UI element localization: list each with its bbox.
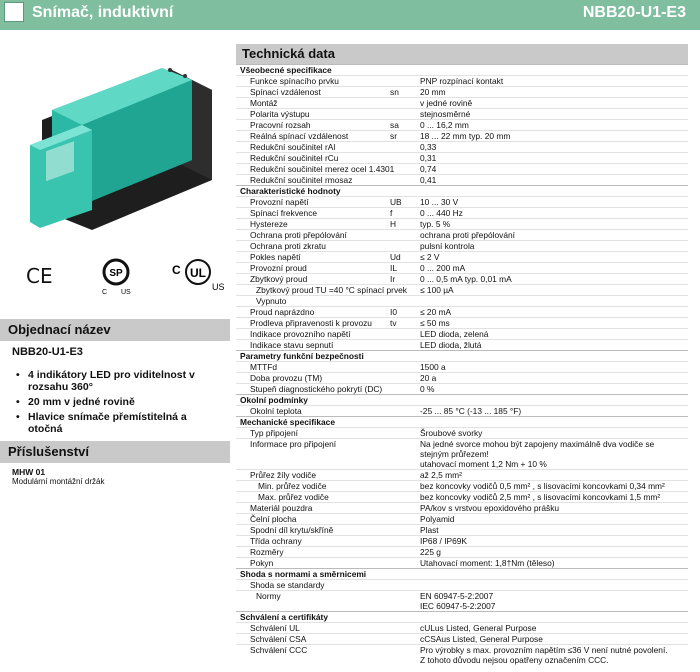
spec-name: Třída ochrany — [236, 536, 388, 547]
list-item: • 20 mm v jedné rovině — [14, 396, 224, 408]
list-item: • 4 indikátory LED pro viditelnost v rozsahu 360° — [14, 369, 224, 393]
table-row — [236, 296, 688, 307]
spec-value: bez koncovky vodičů 2,5 mm² , s lisovacími koncovkami 1,5 mm² — [418, 492, 688, 503]
spec-value: stejnosměrné — [418, 109, 688, 120]
spec-value: stejným průřezem! — [420, 449, 489, 459]
spec-name: Indikace provozního napětí — [236, 329, 388, 340]
spec-symbol: Ud — [388, 252, 418, 263]
table-row — [236, 241, 688, 252]
table-row — [236, 219, 688, 230]
spec-symbol — [388, 591, 418, 602]
table-row — [236, 558, 688, 569]
spec-name: Schválení CSA — [236, 634, 388, 645]
spec-value: Z tohoto důvodu nejsou opatřeny označením CCC. — [420, 655, 609, 665]
spec-name: Spodní díl krytu/skříně — [236, 525, 388, 536]
spec-value: IP68 / IP69K — [418, 536, 688, 547]
page-header — [0, 0, 700, 30]
spec-symbol — [388, 470, 418, 481]
table-row — [236, 655, 688, 665]
spec-value: 0,74 — [418, 164, 688, 175]
table-row — [236, 459, 688, 470]
table-row — [236, 142, 688, 153]
spec-name: Prodleva připravenosti k provozu — [236, 318, 388, 329]
spec-value: 10 ... 30 V — [418, 197, 688, 208]
spec-symbol: sr — [388, 131, 418, 142]
spec-value: ochrana proti přepólování — [418, 230, 688, 241]
accessories-section-title: Příslušenství — [8, 444, 89, 459]
table-row — [236, 634, 688, 645]
feature-list — [14, 369, 224, 438]
spec-symbol — [388, 449, 418, 459]
spec-table — [236, 64, 688, 665]
spec-value: Plast — [418, 525, 688, 536]
spec-value: ≤ 50 ms — [418, 318, 688, 329]
csa-sub-left: C — [102, 289, 108, 296]
spec-name — [236, 655, 388, 665]
spec-name: Informace pro připojení — [236, 439, 388, 450]
spec-value: ≤ 2 V — [418, 252, 688, 263]
spec-name: Okolní teplota — [236, 406, 388, 417]
spec-name: Spínací frekvence — [236, 208, 388, 219]
spec-value: 1500 a — [418, 362, 688, 373]
spec-value: 0,33 — [418, 142, 688, 153]
spec-symbol — [388, 362, 418, 373]
spec-name: Materiál pouzdra — [236, 503, 388, 514]
table-row — [236, 492, 688, 503]
table-row — [236, 591, 688, 602]
table-row — [236, 120, 688, 131]
ce-mark-icon: CE — [26, 264, 53, 288]
spec-symbol: UB — [388, 197, 418, 208]
table-row — [236, 153, 688, 164]
tech-data-title: Technická data — [236, 44, 688, 64]
spec-name — [236, 601, 388, 612]
spec-section-header — [236, 351, 688, 362]
spec-symbol — [388, 601, 418, 612]
spec-name: Spínací vzdálenost — [236, 87, 388, 98]
spec-name: Pokyn — [236, 558, 388, 569]
table-row — [236, 274, 688, 285]
spec-value: Šroubové svorky — [418, 428, 688, 439]
spec-value: PA/kov s vrstvou epoxidového prášku — [418, 503, 688, 514]
spec-symbol — [388, 76, 418, 87]
spec-value: PNP rozpínací kontakt — [418, 76, 688, 87]
spec-name: Schválení UL — [236, 623, 388, 634]
table-row — [236, 175, 688, 186]
spec-value: pulsní kontrola — [418, 241, 688, 252]
spec-section-header — [236, 569, 688, 580]
accessories-section-header — [0, 441, 230, 463]
accessory-description: Modulární montážní držák — [12, 477, 105, 486]
spec-symbol: Ir — [388, 274, 418, 285]
spec-symbol — [388, 230, 418, 241]
spec-value: LED dioda, zelená — [418, 329, 688, 340]
table-row — [236, 449, 688, 459]
spec-value: ≤ 20 mA — [418, 307, 688, 318]
spec-name: Průřez žíly vodiče — [236, 470, 388, 481]
spec-symbol — [388, 406, 418, 417]
spec-symbol — [388, 98, 418, 109]
spec-symbol — [388, 481, 418, 492]
spec-value: 20 a — [418, 373, 688, 384]
spec-symbol — [388, 296, 418, 307]
spec-value: 0 ... 440 Hz — [418, 208, 688, 219]
table-row — [236, 87, 688, 98]
certifications — [20, 256, 230, 296]
spec-value: Pro výrobky s max. provozním napětím ≤36 V není nutné povolení. — [418, 645, 688, 656]
spec-symbol — [388, 634, 418, 645]
spec-name: Schválení CCC — [236, 645, 388, 656]
spec-symbol — [388, 428, 418, 439]
table-row — [236, 230, 688, 241]
spec-name — [236, 449, 388, 459]
spec-symbol — [388, 373, 418, 384]
spec-value: 0 % — [418, 384, 688, 395]
spec-value: 18 ... 22 mm typ. 20 mm — [418, 131, 688, 142]
spec-name: Zbytkový proud TU =40 °C spínací prvek — [236, 285, 388, 296]
spec-name: Typ připojení — [236, 428, 388, 439]
spec-symbol: sn — [388, 87, 418, 98]
table-row — [236, 428, 688, 439]
spec-value: v jedné rovině — [418, 98, 688, 109]
table-row — [236, 384, 688, 395]
spec-value: Na jedné svorce mohou být zapojeny maximálně dva vodiče se — [418, 439, 688, 450]
spec-value: 20 mm — [418, 87, 688, 98]
spec-name: Provozní napětí — [236, 197, 388, 208]
table-row — [236, 547, 688, 558]
list-item: • Hlavice snímače přemístitelná a otočná — [14, 411, 224, 435]
spec-name: Redukční součinitel rnerez ocel 1.4301 — [236, 164, 388, 175]
spec-name: Polarita výstupu — [236, 109, 388, 120]
spec-value: 0 ... 0,5 mA typ. 0,01 mA — [418, 274, 688, 285]
spec-name: Redukční součinitel rAl — [236, 142, 388, 153]
spec-name: Ochrana proti přepólování — [236, 230, 388, 241]
table-row — [236, 373, 688, 384]
table-row — [236, 645, 688, 656]
spec-name: Pokles napětí — [236, 252, 388, 263]
table-row — [236, 536, 688, 547]
spec-symbol: H — [388, 219, 418, 230]
spec-symbol — [388, 439, 418, 450]
table-row — [236, 263, 688, 274]
spec-value: EN 60947-5-2:2007 — [418, 591, 688, 602]
spec-name: Max. průřez vodiče — [236, 492, 388, 503]
spec-section-title: Shoda s normami a směrnicemi — [236, 569, 688, 580]
spec-symbol: IL — [388, 263, 418, 274]
spec-name — [236, 459, 388, 470]
spec-value: bez koncovky vodičů 0,5 mm² , s lisovacími koncovkami 0,34 mm² — [418, 481, 688, 492]
spec-value: 0,31 — [418, 153, 688, 164]
csa-sub-right: US — [121, 289, 131, 296]
table-row — [236, 252, 688, 263]
spec-name: Reálná spínací vzdálenost — [236, 131, 388, 142]
spec-section-title: Okolní podmínky — [236, 395, 688, 406]
spec-value: Utahovací moment: 1,8†Nm (těleso) — [418, 558, 688, 569]
table-row — [236, 340, 688, 351]
spec-section-header — [236, 395, 688, 406]
table-row — [236, 481, 688, 492]
ul-mark-label: UL — [190, 266, 206, 280]
table-row — [236, 601, 688, 612]
product-image — [22, 50, 212, 240]
spec-value: LED dioda, žlutá — [418, 340, 688, 351]
spec-symbol — [388, 153, 418, 164]
spec-name: Provozní proud — [236, 263, 388, 274]
accessory-name: MHW 01 — [12, 467, 46, 477]
spec-name: Rozměry — [236, 547, 388, 558]
table-row — [236, 109, 688, 120]
spec-section-title: Všeobecné specifikace — [236, 65, 688, 76]
spec-symbol — [388, 536, 418, 547]
table-row — [236, 514, 688, 525]
table-row — [236, 307, 688, 318]
spec-section-header — [236, 186, 688, 197]
spec-symbol — [388, 459, 418, 470]
spec-value: Polyamid — [418, 514, 688, 525]
spec-section-header — [236, 65, 688, 76]
table-row — [236, 197, 688, 208]
tech-data-panel — [236, 44, 688, 665]
ul-sub-right: US — [212, 282, 225, 292]
spec-value: typ. 5 % — [418, 219, 688, 230]
table-row — [236, 439, 688, 450]
spec-name: Ochrana proti zkratu — [236, 241, 388, 252]
spec-symbol — [388, 503, 418, 514]
ul-sub-left: C — [172, 263, 181, 277]
spec-value — [418, 296, 688, 307]
spec-section-header — [236, 417, 688, 428]
spec-symbol — [388, 623, 418, 634]
order-section-title: Objednací název — [8, 322, 111, 337]
spec-value: 225 g — [418, 547, 688, 558]
spec-symbol — [388, 340, 418, 351]
spec-name: Funkce spínacího prvku — [236, 76, 388, 87]
spec-name: Montáž — [236, 98, 388, 109]
csa-mark-label: SP — [109, 268, 123, 279]
table-row — [236, 208, 688, 219]
table-row — [236, 362, 688, 373]
order-section-header — [0, 319, 230, 341]
spec-name: Redukční součinitel rCu — [236, 153, 388, 164]
spec-symbol — [388, 109, 418, 120]
spec-name: Normy — [236, 591, 388, 602]
spec-value: ≤ 100 µA — [418, 285, 688, 296]
spec-symbol — [388, 558, 418, 569]
table-row — [236, 580, 688, 591]
table-row — [236, 470, 688, 481]
table-row — [236, 285, 688, 296]
spec-symbol — [388, 655, 418, 665]
spec-name: Redukční součinitel rmosaz — [236, 175, 388, 186]
spec-section-title: Schválení a certifikáty — [236, 612, 688, 623]
order-code: NBB20-U1-E3 — [12, 346, 83, 358]
spec-value: utahovací moment 1,2 Nm + 10 % — [420, 459, 547, 469]
spec-name: Zbytkový proud — [236, 274, 388, 285]
table-row — [236, 98, 688, 109]
table-row — [236, 76, 688, 87]
page-title: Snímač, induktivní — [32, 4, 174, 21]
spec-value: cULus Listed, General Purpose — [418, 623, 688, 634]
table-row — [236, 318, 688, 329]
table-row — [236, 131, 688, 142]
spec-value: až 2,5 mm² — [418, 470, 688, 481]
table-row — [236, 406, 688, 417]
spec-value: 0 ... 200 mA — [418, 263, 688, 274]
spec-value: IEC 60947-5-2:2007 — [420, 601, 496, 611]
brand-logo-icon — [4, 2, 24, 22]
spec-section-title: Mechanické specifikace — [236, 417, 688, 428]
spec-value — [418, 580, 688, 591]
spec-symbol — [388, 329, 418, 340]
spec-name: Stupeň diagnostického pokrytí (DC) — [236, 384, 388, 395]
table-row — [236, 525, 688, 536]
table-row — [236, 329, 688, 340]
ul-mark-icon — [170, 258, 226, 294]
spec-name: Proud naprázdno — [236, 307, 388, 318]
spec-value: -25 ... 85 °C (-13 ... 185 °F) — [418, 406, 688, 417]
spec-symbol — [388, 580, 418, 591]
spec-section-title: Parametry funkční bezpečnosti — [236, 351, 688, 362]
spec-name: Doba provozu (TM) — [236, 373, 388, 384]
spec-symbol — [388, 645, 418, 656]
spec-section-title: Charakteristické hodnoty — [236, 186, 688, 197]
spec-symbol — [388, 492, 418, 503]
spec-name: Hystereze — [236, 219, 388, 230]
product-code: NBB20-U1-E3 — [582, 4, 686, 21]
table-row — [236, 164, 688, 175]
spec-symbol: f — [388, 208, 418, 219]
spec-symbol — [388, 525, 418, 536]
spec-symbol — [388, 547, 418, 558]
spec-name: Pracovní rozsah — [236, 120, 388, 131]
spec-symbol — [388, 384, 418, 395]
spec-value: 0 ... 16,2 mm — [418, 120, 688, 131]
spec-value: cCSAus Listed, General Purpose — [418, 634, 688, 645]
spec-symbol — [388, 142, 418, 153]
spec-symbol: I0 — [388, 307, 418, 318]
spec-name: MTTFd — [236, 362, 388, 373]
spec-symbol: sa — [388, 120, 418, 131]
spec-name: Čelní plocha — [236, 514, 388, 525]
spec-name: Min. průřez vodiče — [236, 481, 388, 492]
spec-value: 0,41 — [418, 175, 688, 186]
table-row — [236, 623, 688, 634]
spec-symbol — [388, 175, 418, 186]
spec-section-header — [236, 612, 688, 623]
csa-mark-icon — [96, 256, 136, 296]
spec-symbol — [388, 514, 418, 525]
table-row — [236, 503, 688, 514]
spec-symbol: tv — [388, 318, 418, 329]
spec-symbol — [388, 241, 418, 252]
spec-name: Shoda se standardy — [236, 580, 388, 591]
spec-name: Vypnuto — [236, 296, 388, 307]
spec-name: Indikace stavu sepnutí — [236, 340, 388, 351]
